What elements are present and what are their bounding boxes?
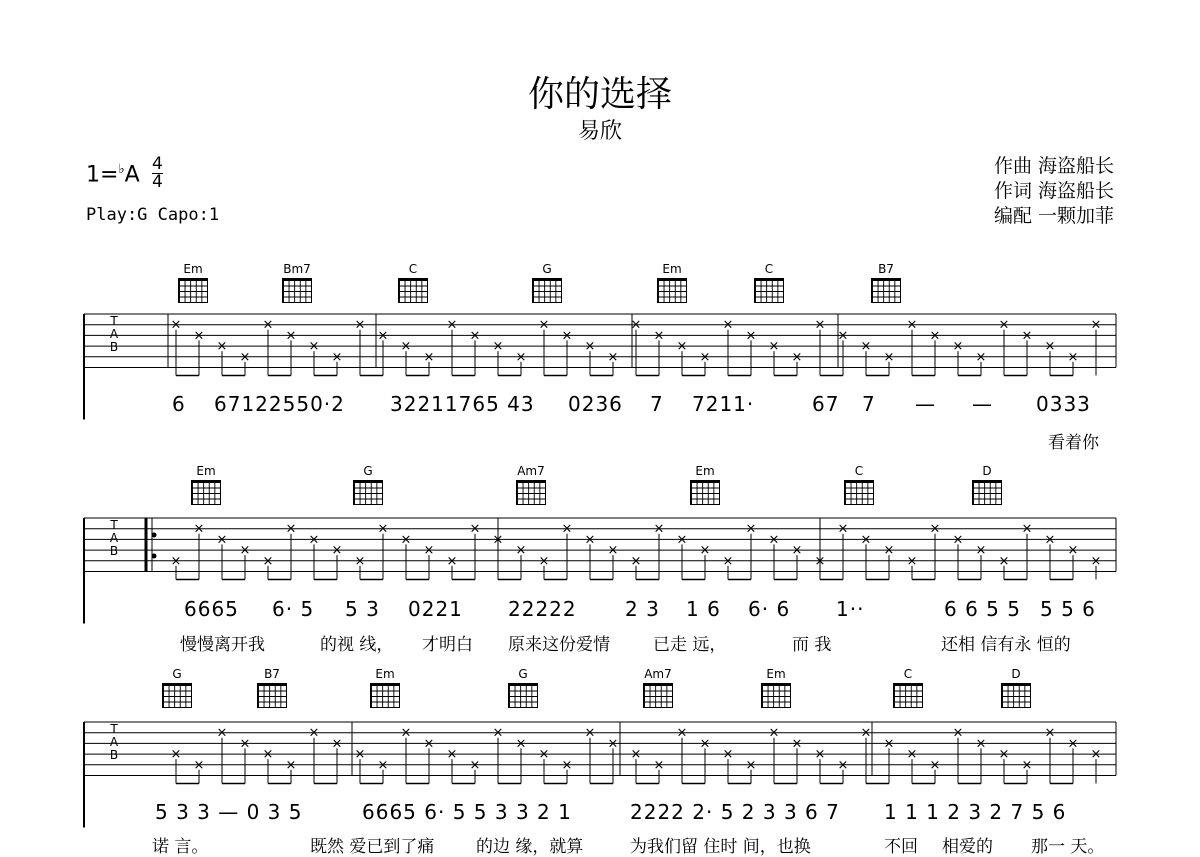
chord-diagram: Bm7: [277, 262, 317, 303]
lyric: 为我们留 住时 间，也换: [630, 837, 811, 857]
chord-diagram: Em: [365, 667, 405, 708]
tab-note-mark: ×: [745, 521, 757, 537]
tab-note-mark: ×: [607, 349, 619, 365]
tab-note-mark: ×: [354, 317, 366, 333]
chord-diagram: Em: [186, 464, 226, 505]
tab-note-mark: ×: [607, 543, 619, 559]
tab-note-mark: ×: [791, 349, 803, 365]
chord-diagram: G: [348, 464, 388, 505]
lyric: 的视 线，: [320, 635, 394, 655]
tab-note-mark: ×: [584, 339, 596, 355]
tab-note-mark: ×: [1090, 747, 1102, 763]
composer-credit: 作曲 海盗船长: [993, 155, 1114, 177]
artist-name: 易欣: [577, 119, 622, 144]
lyric: 相爱的: [942, 837, 993, 857]
tab-note-mark: ×: [653, 521, 665, 537]
tab-note-mark: ×: [676, 532, 688, 548]
tab-note-mark: ×: [653, 328, 665, 344]
tab-note-mark: ×: [630, 553, 642, 569]
tab-note-mark: ×: [538, 747, 550, 763]
lyric: 既然 爱已到了痛: [310, 837, 435, 857]
key-signature: 1=♭A: [86, 162, 140, 188]
jianpu-note: 1 6: [686, 597, 721, 621]
tab-note-mark: ×: [952, 725, 964, 741]
jianpu-note: 7: [650, 392, 664, 416]
jianpu-note: 7: [862, 392, 876, 416]
tab-note-mark: ×: [745, 328, 757, 344]
chord-diagram: D: [996, 667, 1036, 708]
tab-note-mark: ×: [308, 532, 320, 548]
tab-note-mark: ×: [308, 339, 320, 355]
jianpu-note: 6: [172, 392, 186, 416]
tab-note-mark: ×: [1021, 328, 1033, 344]
tab-note-mark: ×: [262, 317, 274, 333]
tab-note-mark: ×: [469, 521, 481, 537]
repeat-dot: [152, 554, 157, 559]
tab-note-mark: ×: [492, 725, 504, 741]
tab-note-mark: ×: [1044, 725, 1056, 741]
tab-note-mark: ×: [492, 532, 504, 548]
tab-note-mark: ×: [699, 349, 711, 365]
chord-diagram: G: [157, 667, 197, 708]
tab-note-mark: ×: [1067, 736, 1079, 752]
tab-note-mark: ×: [446, 553, 458, 569]
tab-note-mark: ×: [653, 757, 665, 773]
tab-note-mark: ×: [561, 757, 573, 773]
tab-note-mark: ×: [837, 521, 849, 537]
tab-note-mark: ×: [1090, 553, 1102, 569]
tab-note-mark: ×: [975, 736, 987, 752]
chord-diagram: Em: [652, 262, 692, 303]
jianpu-note: 6665 6· 5 5 3 3 2 1: [362, 800, 572, 824]
tab-clef-letter: A: [109, 735, 119, 749]
jianpu-dash: —: [972, 392, 993, 416]
repeat-dot: [152, 533, 157, 538]
jianpu-note: 1··: [836, 597, 865, 621]
tab-note-mark: ×: [975, 349, 987, 365]
tab-note-mark: ×: [952, 532, 964, 548]
tab-note-mark: ×: [285, 757, 297, 773]
lyric: 诺 言。: [152, 837, 209, 857]
tab-note-mark: ×: [469, 328, 481, 344]
tab-note-mark: ×: [285, 521, 297, 537]
tab-note-mark: ×: [285, 328, 297, 344]
jianpu-dash: —: [915, 392, 936, 416]
tab-note-mark: ×: [929, 521, 941, 537]
tab-note-mark: ×: [906, 553, 918, 569]
lyricist-credit: 作词 海盗船长: [993, 180, 1114, 202]
tab-note-mark: ×: [860, 725, 872, 741]
tab-note-mark: ×: [1021, 521, 1033, 537]
jianpu-note: 2222 2· 5 2 3 3 6 7: [630, 800, 840, 824]
tab-note-mark: ×: [193, 328, 205, 344]
tab-note-mark: ×: [929, 757, 941, 773]
tab-note-mark: ×: [883, 736, 895, 752]
tab-note-mark: ×: [170, 747, 182, 763]
tab-clef-letter: A: [109, 531, 119, 545]
tab-clef-letter: B: [109, 340, 119, 354]
chord-diagram: B7: [866, 262, 906, 303]
tab-note-mark: ×: [308, 725, 320, 741]
lyric: 原来这份爱情: [508, 635, 610, 655]
tab-note-mark: ×: [998, 747, 1010, 763]
lyric: 那一 天。: [1031, 837, 1105, 857]
lyric: 而 我: [792, 635, 832, 655]
chord-diagram: D: [967, 464, 1007, 505]
tab-note-mark: ×: [676, 725, 688, 741]
tab-note-mark: ×: [469, 757, 481, 773]
tab-note-mark: ×: [745, 757, 757, 773]
tab-clef-letter: B: [109, 748, 119, 762]
tab-note-mark: ×: [676, 339, 688, 355]
tab-note-mark: ×: [607, 736, 619, 752]
tab-note-mark: ×: [1067, 349, 1079, 365]
tab-clef-letter: B: [109, 544, 119, 558]
arranger-credit: 编配 一颗加菲: [993, 205, 1114, 227]
tab-note-mark: ×: [722, 747, 734, 763]
tab-note-mark: ×: [630, 317, 642, 333]
tab-note-mark: ×: [239, 736, 251, 752]
chord-diagram: Em: [756, 667, 796, 708]
lyric: 的边 缘，就算: [476, 837, 584, 857]
tab-note-mark: ×: [768, 339, 780, 355]
tab-note-mark: ×: [837, 328, 849, 344]
jianpu-note: 6· 5: [272, 597, 315, 621]
lyric: 才明白: [422, 635, 473, 655]
tab-note-mark: ×: [860, 532, 872, 548]
tab-note-mark: ×: [699, 736, 711, 752]
tab-note-mark: ×: [906, 317, 918, 333]
chord-diagram: Am7: [511, 464, 551, 505]
tab-note-mark: ×: [515, 543, 527, 559]
tab-note-mark: ×: [814, 747, 826, 763]
tab-note-mark: ×: [1067, 543, 1079, 559]
tab-note-mark: ×: [170, 553, 182, 569]
tab-note-mark: ×: [262, 553, 274, 569]
chord-diagram: C: [888, 667, 928, 708]
tab-note-mark: ×: [377, 757, 389, 773]
tab-note-mark: ×: [1090, 317, 1102, 333]
tab-note-mark: ×: [193, 757, 205, 773]
tab-note-mark: ×: [400, 339, 412, 355]
chord-diagram: C: [839, 464, 879, 505]
jianpu-note: 6· 6: [748, 597, 791, 621]
tab-note-mark: ×: [354, 747, 366, 763]
tab-note-mark: ×: [492, 339, 504, 355]
tab-note-mark: ×: [722, 553, 734, 569]
jianpu-note: 5 5 6: [1040, 597, 1096, 621]
tab-note-mark: ×: [331, 543, 343, 559]
tab-note-mark: ×: [1044, 339, 1056, 355]
tab-note-mark: ×: [561, 328, 573, 344]
jianpu-note: 7211·: [692, 392, 755, 416]
lyric: 不回: [884, 837, 918, 857]
tab-note-mark: ×: [929, 328, 941, 344]
tab-note-mark: ×: [630, 747, 642, 763]
tab-note-mark: ×: [538, 317, 550, 333]
tab-note-mark: ×: [1044, 532, 1056, 548]
chord-diagram: G: [503, 667, 543, 708]
tab-note-mark: ×: [377, 328, 389, 344]
chord-diagram: B7: [252, 667, 292, 708]
tab-note-mark: ×: [446, 317, 458, 333]
jianpu-note: 0221: [408, 597, 463, 621]
jianpu-note: 0333: [1036, 392, 1091, 416]
lyric: 看着你: [1048, 433, 1099, 453]
tab-note-mark: ×: [952, 339, 964, 355]
chord-diagram: C: [393, 262, 433, 303]
tab-note-mark: ×: [998, 317, 1010, 333]
tab-note-mark: ×: [791, 736, 803, 752]
chord-diagram: G: [527, 262, 567, 303]
jianpu-note: 2 3: [625, 597, 660, 621]
tab-note-mark: ×: [1021, 757, 1033, 773]
tab-note-mark: ×: [423, 736, 435, 752]
tab-note-mark: ×: [216, 532, 228, 548]
jianpu-note: 5 3: [345, 597, 380, 621]
tab-note-mark: ×: [814, 553, 826, 569]
tab-note-mark: ×: [400, 725, 412, 741]
time-signature: 4 4: [152, 154, 163, 192]
tab-note-mark: ×: [584, 725, 596, 741]
tab-note-mark: ×: [883, 349, 895, 365]
tab-note-mark: ×: [699, 543, 711, 559]
jianpu-note: 32211765 43: [390, 392, 535, 416]
tab-note-mark: ×: [722, 317, 734, 333]
tab-clef-letter: A: [109, 327, 119, 341]
tab-clef-letter: T: [110, 722, 118, 736]
tab-note-mark: ×: [377, 521, 389, 537]
jianpu-note: 6 6 5 5: [944, 597, 1021, 621]
tab-note-mark: ×: [193, 521, 205, 537]
tab-note-mark: ×: [423, 543, 435, 559]
tab-note-mark: ×: [837, 757, 849, 773]
tab-note-mark: ×: [584, 532, 596, 548]
lyric: 还相 信有永 恒的: [941, 635, 1071, 655]
tab-note-mark: ×: [883, 543, 895, 559]
tab-note-mark: ×: [814, 317, 826, 333]
tab-note-mark: ×: [170, 317, 182, 333]
tab-note-mark: ×: [400, 532, 412, 548]
tab-note-mark: ×: [354, 553, 366, 569]
jianpu-note: 0236: [568, 392, 623, 416]
jianpu-note: 67122550·2: [214, 392, 345, 416]
tab-note-mark: ×: [538, 553, 550, 569]
lyric: 已走 远，: [653, 635, 727, 655]
lyric: 慢慢离开我: [180, 635, 265, 655]
chord-diagram: Em: [173, 262, 213, 303]
chord-diagram: Am7: [638, 667, 678, 708]
tab-note-mark: ×: [515, 736, 527, 752]
song-title: 你的选择: [527, 74, 672, 115]
jianpu-note: 6665: [184, 597, 239, 621]
tab-note-mark: ×: [239, 349, 251, 365]
tab-note-mark: ×: [216, 725, 228, 741]
jianpu-note: 5 3 3 — 0 3 5: [155, 800, 303, 824]
chord-diagram: Em: [685, 464, 725, 505]
play-capo-info: Play:G Capo:1: [86, 205, 220, 225]
chord-diagram: C: [749, 262, 789, 303]
tab-note-mark: ×: [998, 553, 1010, 569]
tab-note-mark: ×: [515, 349, 527, 365]
tab-note-mark: ×: [262, 747, 274, 763]
tab-note-mark: ×: [906, 747, 918, 763]
tab-note-mark: ×: [768, 532, 780, 548]
tab-note-mark: ×: [216, 339, 228, 355]
tab-note-mark: ×: [446, 747, 458, 763]
tab-note-mark: ×: [331, 736, 343, 752]
tab-note-mark: ×: [239, 543, 251, 559]
jianpu-note: 67: [812, 392, 840, 416]
tab-clef-letter: T: [110, 314, 118, 328]
tab-clef-letter: T: [110, 518, 118, 532]
jianpu-note: 22222: [508, 597, 577, 621]
tab-note-mark: ×: [860, 339, 872, 355]
tab-note-mark: ×: [331, 349, 343, 365]
tab-note-mark: ×: [423, 349, 435, 365]
tab-note-mark: ×: [768, 725, 780, 741]
tab-note-mark: ×: [975, 543, 987, 559]
tab-note-mark: ×: [561, 521, 573, 537]
jianpu-note: 1 1 1 2 3 2 7 5 6: [884, 800, 1067, 824]
tab-note-mark: ×: [791, 543, 803, 559]
